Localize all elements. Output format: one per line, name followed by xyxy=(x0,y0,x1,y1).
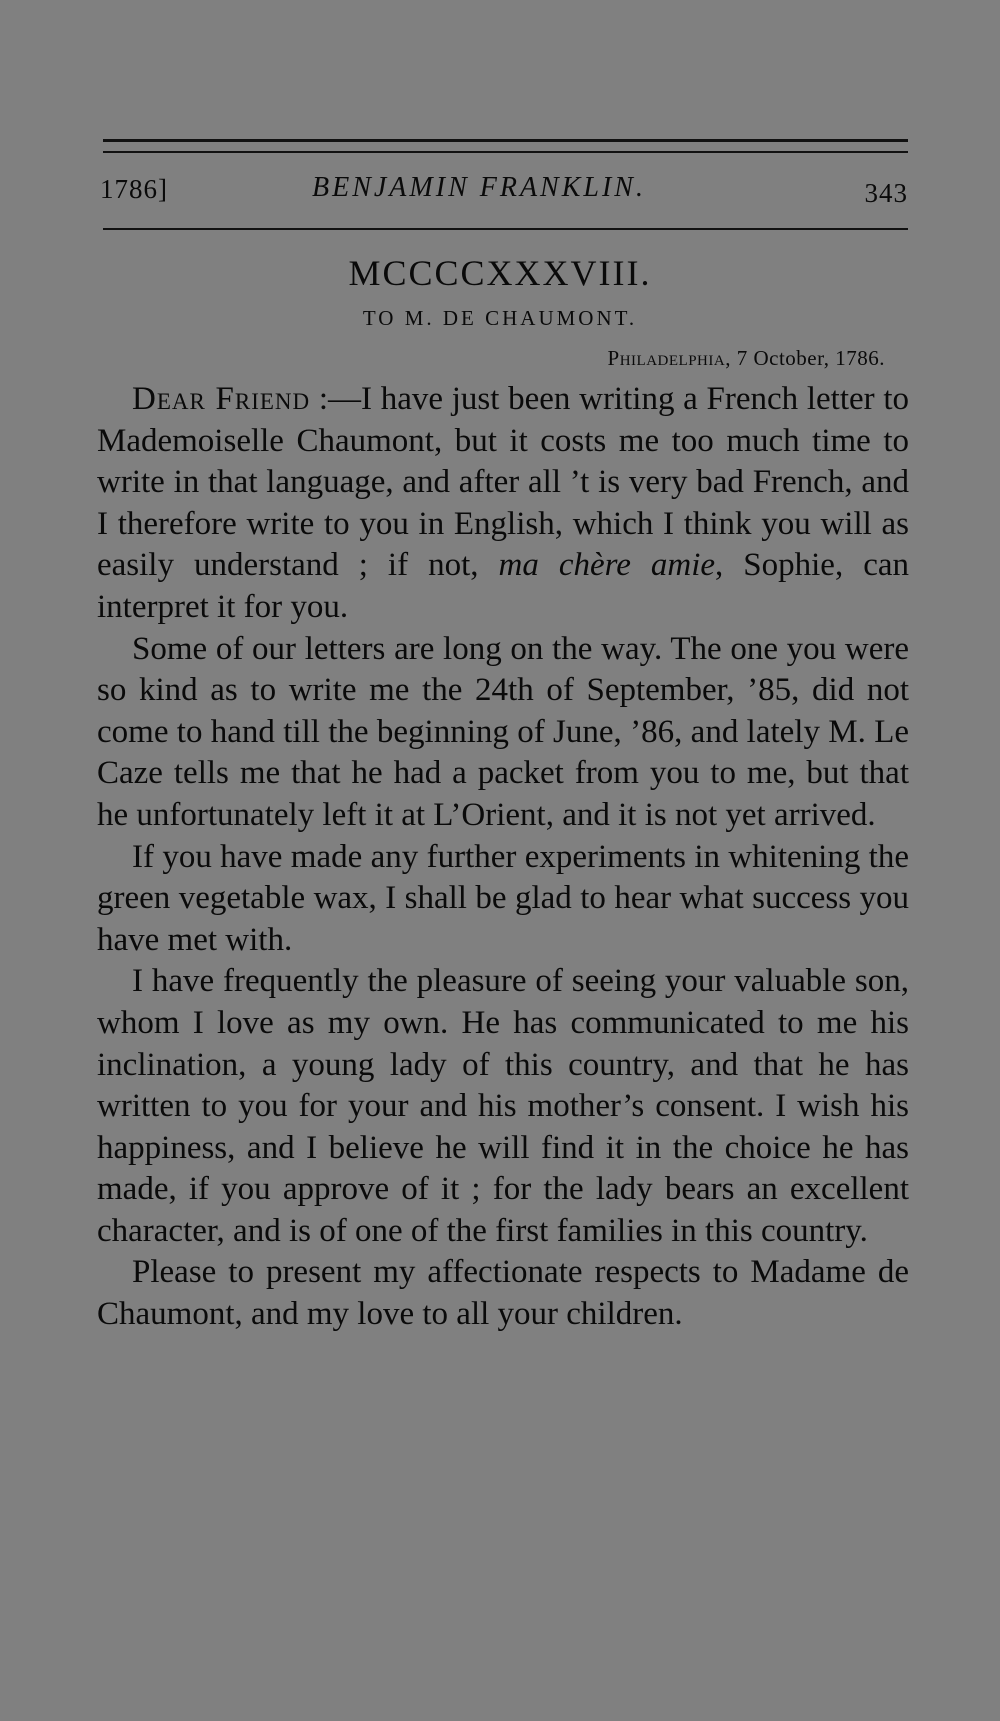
paragraph-5: Please to present my affectionate respects to Madame de Chaumont, and my love to all your children. xyxy=(97,1254,909,1333)
paragraph-1 xyxy=(97,379,909,629)
top-rule-thin xyxy=(103,151,908,153)
paragraph-3: If you have made any further experiments in whitening the green vegetable wax, I shall be glad to hear what success you have met with. xyxy=(97,838,909,958)
running-head-year: 1786] xyxy=(100,174,168,204)
letter-number: MCCCCXXXVIII. xyxy=(348,253,652,293)
letter-recipient: TO M. DE CHAUMONT. xyxy=(362,306,638,330)
salutation: Dear Friend xyxy=(132,381,311,417)
running-head xyxy=(100,170,910,214)
dateline xyxy=(608,346,885,371)
paragraph-1-intro: :—I have just been writing a French letter to Mademoiselle Chaumont, but it costs me too much time to write in that language, and after all ’t is very bad French, and I therefore write to you in English, which I think you will as easily understand ; if not, xyxy=(97,381,909,584)
page-number: 343 xyxy=(864,178,908,208)
running-head-title: BENJAMIN FRANKLIN. xyxy=(312,172,646,203)
paragraph-1-italic: ma chère amie xyxy=(498,547,716,584)
header-rule xyxy=(103,228,908,230)
paragraph-2: Some of our letters are long on the way. The one you were so kind as to write me the 24th of September, ’85, did not come to hand till the beginning of June, ’86, and lately M. Le Caze tells me that he had a packet from you to me, but that he unfortunately left it at L’Orient, and it is not yet arrived. xyxy=(97,630,909,833)
paragraph-4: I have frequently the pleasure of seeing your valuable son, whom I love as my own. He has communicated to me his inclination, a young lady of this country, and that he has written to you for your and his mother’s consent. I wish his happiness, and I believe he will find it in the choice he has made, if you approve of it ; for the lady bears an excellent character, and is of one of the first families in this country. xyxy=(97,963,909,1249)
dateline-date: 7 October, 1786. xyxy=(736,346,885,370)
top-rule xyxy=(103,139,908,142)
dateline-place: Philadelphia, xyxy=(607,346,731,370)
paragraph-1-outro: , Sophie, can interpret it for you. xyxy=(97,547,909,625)
letter-body xyxy=(97,379,909,1336)
